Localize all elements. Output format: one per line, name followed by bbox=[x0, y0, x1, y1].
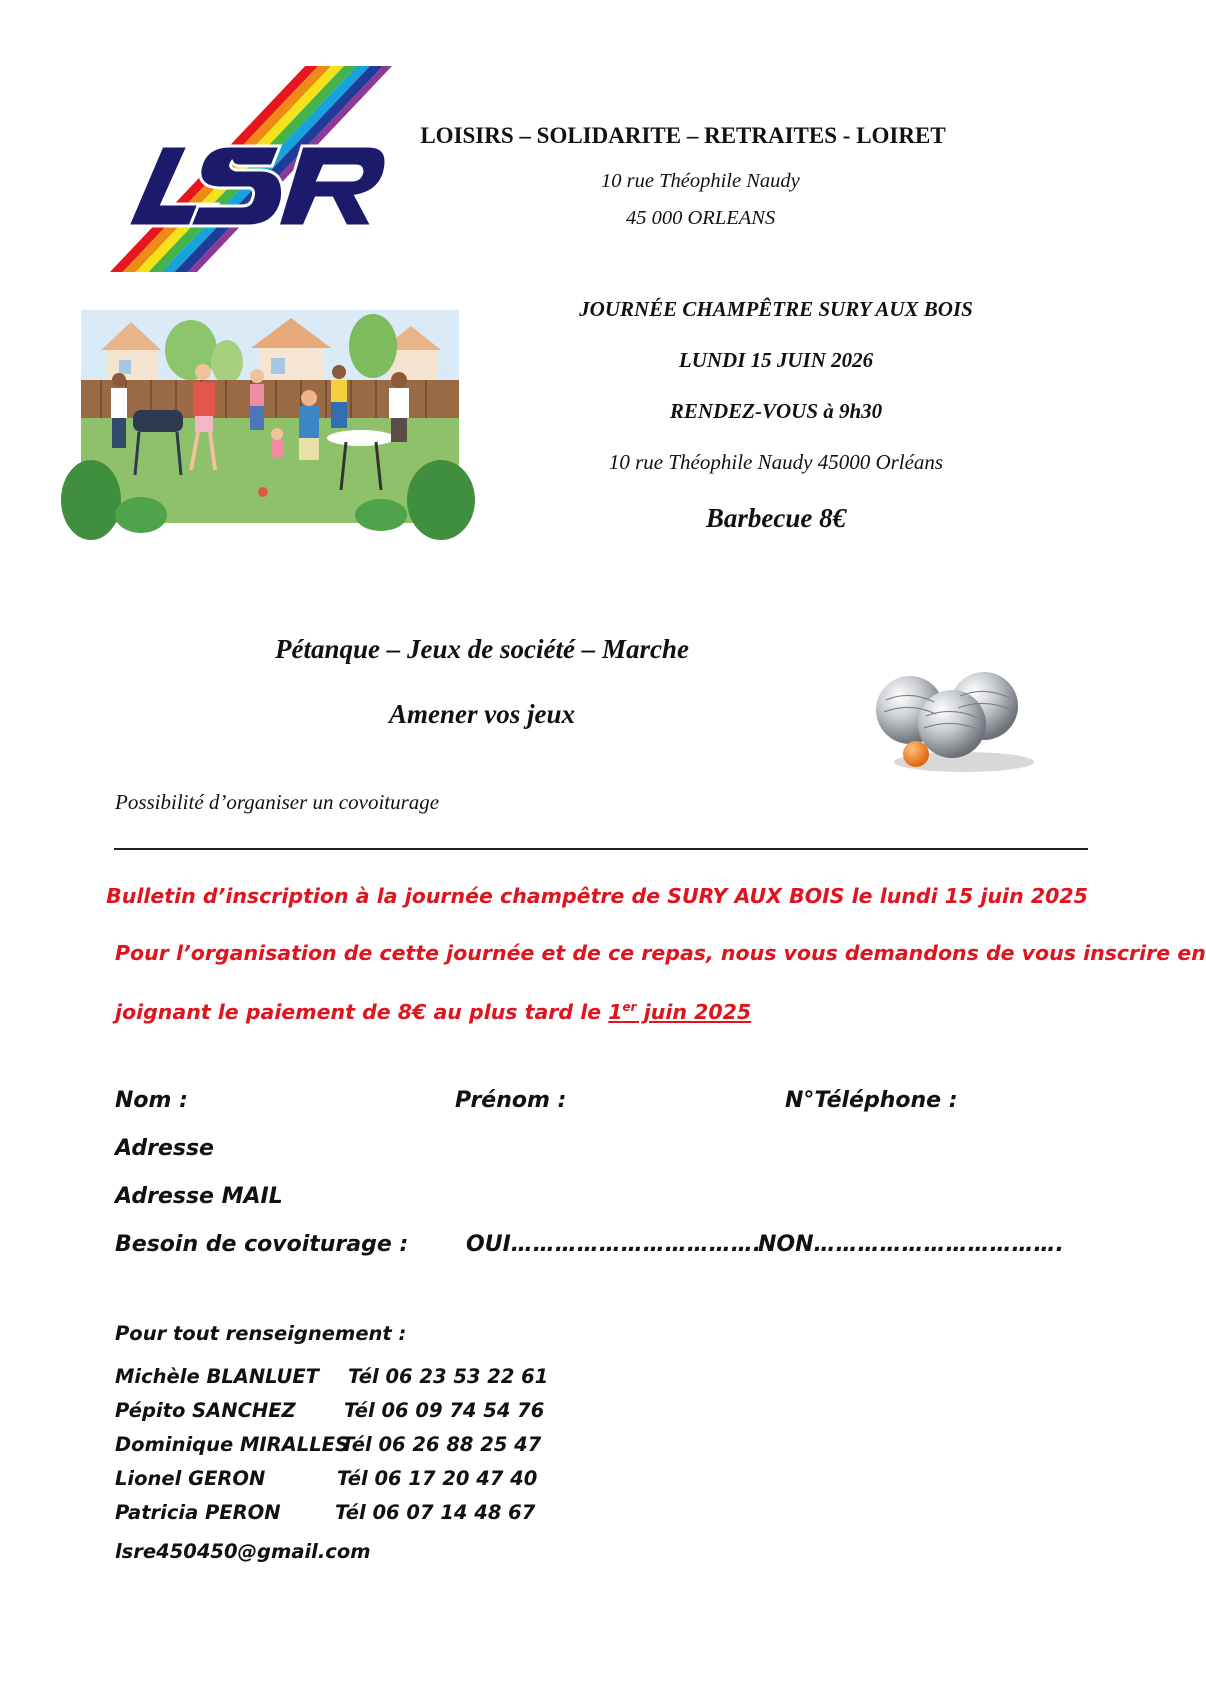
form-option-oui: OUI……………………………. bbox=[466, 1232, 762, 1257]
form-label-nom: Nom : bbox=[115, 1088, 188, 1113]
organization-street: 10 rue Théophile Naudy bbox=[601, 170, 800, 192]
contacts-title: Pour tout renseignement : bbox=[115, 1322, 407, 1345]
contact-phone: Tél 06 09 74 54 76 bbox=[344, 1399, 545, 1422]
contact-name: Patricia PERON bbox=[115, 1501, 281, 1524]
carpool-note: Possibilité d’organiser un covoiturage bbox=[115, 790, 440, 814]
contact-row bbox=[115, 1399, 545, 1422]
payment-deadline-date bbox=[608, 1000, 751, 1024]
form-label-adresse: Adresse bbox=[115, 1136, 214, 1161]
contact-phone: Tél 06 07 14 48 67 bbox=[335, 1501, 536, 1524]
activities-line: Pétanque – Jeux de société – Marche bbox=[275, 634, 689, 664]
event-meeting-time: RENDEZ-VOUS à 9h30 bbox=[669, 399, 883, 423]
contact-email: lsre450450@gmail.com bbox=[115, 1540, 371, 1563]
contact-row bbox=[115, 1365, 549, 1388]
bulletin-instructions-text: Pour l’organisation de cette journée et de ce repas, nous vous demandons de vous inscrire en bbox=[115, 941, 1206, 965]
event-meeting-place: 10 rue Théophile Naudy 45000 Orléans bbox=[608, 450, 944, 474]
form-option-non: NON……………………………. bbox=[758, 1232, 1064, 1257]
contact-phone: Tél 06 23 53 22 61 bbox=[348, 1365, 549, 1388]
petanque-boules-image bbox=[872, 660, 1042, 780]
contact-name: Michèle BLANLUET bbox=[115, 1365, 319, 1388]
barbecue-price: Barbecue 8€ bbox=[705, 503, 847, 533]
bring-games-line: Amener vos jeux bbox=[389, 699, 575, 729]
form-label-prenom: Prénom : bbox=[455, 1088, 567, 1113]
form-label-carpool-need: Besoin de covoiturage : bbox=[115, 1232, 409, 1257]
form-label-mail: Adresse MAIL bbox=[115, 1184, 283, 1209]
contact-name: Pépito SANCHEZ bbox=[115, 1399, 296, 1422]
section-divider bbox=[114, 848, 1088, 850]
contact-row bbox=[115, 1433, 542, 1456]
form-label-telephone: N°Téléphone : bbox=[785, 1088, 958, 1113]
contact-row bbox=[115, 1467, 538, 1490]
deadline-day: 1 bbox=[608, 1000, 623, 1024]
event-date: LUNDI 15 JUIN 2026 bbox=[678, 348, 874, 372]
contact-name: Lionel GERON bbox=[115, 1467, 266, 1490]
organization-name: LOISIRS – SOLIDARITE – RETRAITES - LOIRET bbox=[420, 123, 946, 148]
bulletin-title: Bulletin d’inscription à la journée champêtre de SURY AUX BOIS le lundi 15 juin 2025 bbox=[106, 884, 1088, 908]
event-title: JOURNÉE CHAMPÊTRE SURY AUX BOIS bbox=[579, 297, 973, 321]
lsr-logo bbox=[110, 53, 392, 272]
bulletin-instructions-line1 bbox=[115, 941, 1206, 965]
contact-phone: Tél 06 17 20 47 40 bbox=[337, 1467, 538, 1490]
contact-name: Dominique MIRALLES bbox=[115, 1433, 349, 1456]
bulletin-instructions-line2 bbox=[115, 1000, 751, 1024]
organization-city: 45 000 ORLEANS bbox=[626, 207, 776, 229]
deadline-ordinal: er bbox=[622, 1000, 637, 1015]
logo-text: LSR bbox=[110, 53, 140, 70]
contact-row bbox=[115, 1501, 536, 1524]
deadline-month-year: juin 2025 bbox=[636, 1000, 752, 1024]
payment-deadline-prefix: joignant le paiement de 8€ au plus tard le bbox=[115, 1000, 609, 1024]
barbecue-party-illustration bbox=[81, 310, 459, 523]
contact-phone: Tél 06 26 88 25 47 bbox=[341, 1433, 542, 1456]
